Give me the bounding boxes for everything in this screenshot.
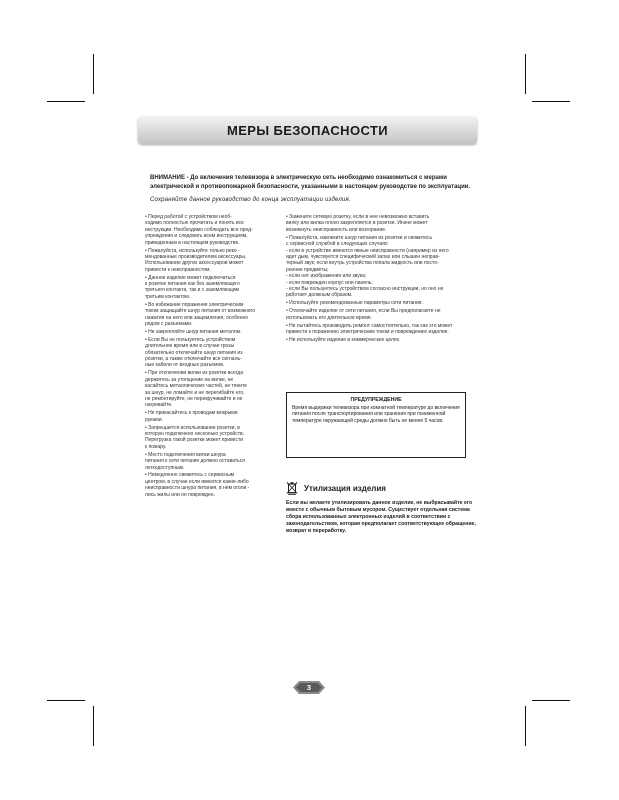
safety-item: • Отключайте изделие от сети питания, если Вы предполагаете не использовать его длительное время. — [286, 308, 441, 321]
warning-block — [150, 174, 480, 205]
page-title: МЕРЫ БЕЗОПАСНОСТИ — [226, 122, 389, 138]
disposal-section — [286, 481, 486, 535]
caution-text: Время выдержки телевизора при комнатной температуре до включения питания после транспортирования или хранения при пониженной температуре окружающей среды должно быть не менее 5 часов. — [292, 405, 460, 424]
safety-item: • Во избежание поражения электрическим током защищайте шнур питания от возможного нажатия на него или защемления, особенно рядом с разъемами. — [145, 301, 255, 327]
safety-item: • Данное изделие может подключаться к розетке питания как без заземляющего третьего контакта, так и с заземляющим третьим контактом. — [145, 274, 240, 300]
disposal-header — [286, 481, 486, 495]
safety-item: • Запрещается использование розетки, в которую подключено несколько устройств. Перегрузка такой розетки может привести к пожару. — [145, 424, 245, 450]
crop-mark — [525, 706, 526, 746]
save-note: Сохраняйте данное руководство до конца эксплуатации изделия. — [150, 197, 351, 203]
safety-item: • Не пытайтесь производить ремонт самостоятельно, так как это может привести к поражению электрическим током и повреждению изделия. — [286, 322, 453, 335]
title-banner — [138, 116, 477, 144]
caution-box — [286, 392, 466, 458]
page-number: 3 — [306, 683, 312, 692]
safety-item: • Если Вы не пользуетесь устройством длительное время или в случае грозы обязательно отключайте шнур питания из розетки, а также отключайте все сигналь- ные кабели от входных разъемов. — [145, 336, 243, 369]
right-column — [286, 214, 472, 345]
crop-mark — [525, 54, 526, 94]
left-column — [145, 214, 267, 500]
crop-mark — [93, 706, 94, 746]
caution-title: ПРЕДУПРЕЖДЕНИЕ — [350, 397, 402, 403]
safety-item: • Не используйте изделие в коммерческих целях. — [286, 336, 401, 343]
safety-item: • При отключении вилки из розетки всегда держитесь за утолщение на вилке, не касайтесь металлических частей, не тяните за шнур, не ломайте и не перегибайте его, не ремонтируйте, не перекручивайте и не нагревайте. — [145, 370, 248, 409]
safety-item: • Не прикасайтесь к проводам мокрыми руками. — [145, 410, 238, 423]
crop-mark — [93, 54, 94, 94]
safety-item: • Замените сетевую розетку, если в нее невозможно вставить вилку или вилка плохо закрепляется в розетке. Иначе может возникнуть неисправность или возгорание. — [286, 214, 430, 233]
crop-mark — [47, 700, 85, 701]
page-number-badge — [293, 681, 325, 694]
warning-text: ВНИМАНИЕ - До включения телевизора в электрическую сеть необходимо ознакомиться с мерами электрической и противопожарной безопасности, указанными в настоящем руководстве по эксплуатации. — [150, 175, 471, 190]
crop-mark — [47, 101, 85, 102]
crop-mark — [532, 101, 570, 102]
safety-item: • Не закрепляйте шнур питания металом. — [145, 328, 242, 335]
safety-item: • Пожалуйста, используйте только реко - мендованные производителем аксессуары. Использование других аксессуаров может привести к неисправностям. — [145, 247, 247, 273]
crossed-bin-icon — [286, 481, 298, 495]
disposal-text: Если вы желаете утилизировать данное изделие, не выбрасывайте его вместе с обычным бытовым мусором. Существует отдельная система сбора использованных электронных изделий в соответствии с законодательством, которая предполагает соответствующее обращение, возврат и переработку. — [286, 500, 476, 534]
safety-item: • Перед работой с устройством необ- ходимо полностью прочитать и понять все инструкции. Необходимо соблюдать все пред- упреждения и следовать всем инструкциям, приведенным в настоящем руководстве. — [145, 214, 253, 246]
disposal-title: Утилизация изделия — [304, 483, 386, 493]
safety-item: • Пожалуйста, извлеките шнур питания из розетки и свяжитесь с сервисной службой в следующих случаях: - если в устройстве имеются явные неисправности (например из него идет дым, чувствуется специфический запах или слышен неправ- терный звук; если внутрь устройства попала жидкость или посто- ронние предметы; - если нет изображения или звука; - если поврежден корпус или панель; - если Вы пользуетесь устройством согласно инструкции, но оно не работает должным образом. — [286, 234, 449, 299]
crop-mark — [532, 700, 570, 701]
safety-item: • Используйте рекомендованные параметры сети питания. — [286, 300, 423, 307]
safety-item: • Немедленно свяжитесь с сервисным центром, в случае если имеются какие-либо неисправности шнура питания, в нем оголи - лись жилы или он поврежден. — [145, 472, 250, 498]
safety-item: • Место подключения вилки шнура питания к сети питания должно оставаться легкодоступным. — [145, 451, 245, 471]
